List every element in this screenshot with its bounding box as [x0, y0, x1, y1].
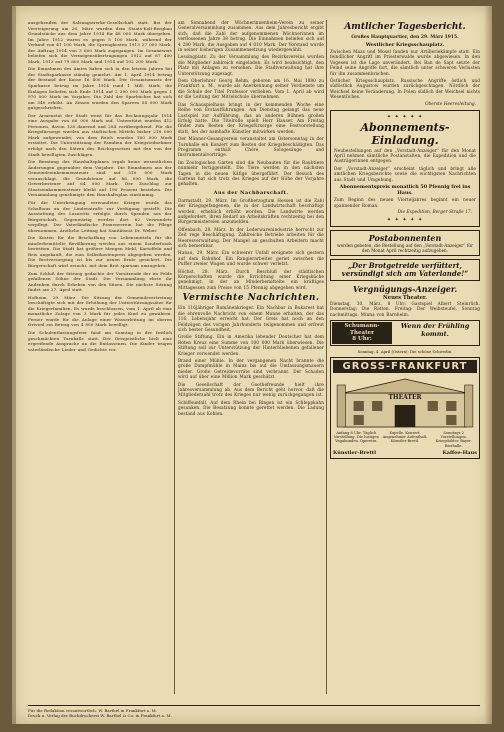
mid-paragraph: Höchst, 28. März. Durch Beschluß der städtischen Körperschaften wurde die Errichtung einer Kriegsküche genehmigt, in der an Minderbemittelte ein kräftiges Mittagessen zum Preise von 15 Pfennig abgegeben wird.: [178, 268, 324, 290]
report-signature: Oberste Heeresleitung.: [424, 101, 476, 107]
subscription-title: Abonnements-Einladung.: [360, 120, 450, 147]
right-column: [330, 20, 480, 696]
mid-paragraph: Dem Oberlehrer Georg Rehm, geboren am 16. Mai 1880 zu Frankfurt a. M., wurde als Anerkennung seiner Verdienste um die Schule der Titel Professor verliehen. Vom 1. April ab wird er die Leitung der Mittelschule übernehmen.: [178, 78, 324, 100]
left-paragraph: Für die Unterbringung verwundeter Krieger wurde das Schulhaus an der Lindenstraße zur Verfügung gestellt. Die Ausstattung des Lazaretts erfolgte durch Spenden aus der Bürgerschaft. Gegenwärtig werden dort 62 Verwundete verpflegt. Der Vaterländische Frauenverein hat die Pflege übernommen. Ärztliche Leitung hat Sanitätsrat Dr. Weber.: [28, 199, 172, 233]
building-illustration: [333, 375, 477, 429]
mid-paragraph: Im Zoologischen Garten sind die Neubauten für die Raubtiere nunmehr fertiggestellt. Die Tiere werden in den nächsten Tagen in die neuen Käfige übergeführt. Der Besuch des Gartens hat sich trotz des Krieges auf der Höhe der Vorjahre gehalten.: [178, 159, 324, 187]
schumann-title: Wenn der Frühling kommt.: [400, 322, 470, 338]
mid-paragraph: Das Schauspielhaus bringt in der kommenden Woche eine Reihe von Erstaufführungen. Am Dienstag gelangt das neue Lustspiel zur Aufführung, das an anderen Bühnen großen Erfolg hatte. Die Titelrolle spielt Herr Hauser. Am Freitag findet zum Besten der Kriegsfürsorge eine Festvorstellung statt, bei der namhafte Künstler mitwirken werden.: [178, 101, 324, 134]
theater-text: Dienstag, 30. März, 8 Uhr: Gastspiel Albert Steinrück. Donnerstag: Die Ratten. Freitag: Der Weibsteufel. Sonntag nachmittags: Minna von Barnhelm.: [330, 300, 480, 317]
ornament-divider: ✦ ✦ ✦ ✦ ✦: [386, 216, 424, 223]
daily-report-dateline: Großes Hauptquartier, den 29. März 1915.: [351, 35, 459, 40]
left-paragraph: Die Beratung des Haushaltsplanes ergab keine wesentlichen Änderungen gegenüber dem Vorjahre. Die Einnahmen aus der Gemeindeeinkommensteuer sind auf 510 000 Mark veranschlagt, die Grundsteuer auf 86 000 Mark, die Gewerbesteuer auf 64 000 Mark. Der Zuschlag zur Staatseinkommensteuer bleibt auf 190 Prozent bestehen. Die Versammlung genehmigte den Haushaltsplan einstimmig.: [28, 159, 172, 198]
theater-name: Neues Theater.: [383, 294, 427, 301]
column-rule: [174, 20, 175, 694]
expedition-address: Die Expedition, Berger-Straße 17.: [397, 209, 472, 215]
subscription-price: Abonnementspreis monatlich 50 Pfennig frei ins Haus.: [339, 184, 471, 197]
gf-detail: Sonntags 2 Vorstellungen. Kriegsbilder. Bayer. Bierhalle.: [435, 430, 472, 448]
footer-line: Für die Redaktion verantwortlich: W. Barthel in Frankfurt a. M.: [28, 708, 157, 713]
subscription-line: Neubestellungen auf den „Vorstadt-Anzeiger“ für den Monat April nehmen sämtliche Postanstalten, die Expedition und die Austrägerinnen entgegen.: [334, 147, 476, 164]
left-paragraph: Zum Schluß der Sitzung gedachte der Vorsitzende der im Felde gefallenen Söhne der Stadt. Die Versammlung ehrte ihr Andenken durch Erheben von den Sitzen. Die nächste Sitzung findet am 27. April statt.: [28, 270, 172, 293]
section-heading-misc-news: Vermischte Nachrichten.: [182, 293, 320, 304]
schumann-time: 8 Uhr:: [352, 336, 372, 343]
subscription-line: Der „Vorstadt-Anzeiger“ erscheint täglich und bringt alle amtlichen Kriegsberichte sowie die wichtigsten Nachrichten aus Stadt und Umgebung.: [334, 165, 476, 182]
mid-paragraph: Hanau, 29. März. Ein schwerer Unfall ereignete sich gestern auf dem Bahnhof. Ein Rangierarbeiter geriet zwischen die Puffer zweier Wagen und wurde schwer verletzt.: [178, 250, 324, 267]
mid-paragraph: Darmstadt, 29. März. Im Großherzogtum Hessen ist die Zahl der Kriegsgefangenen, die in der Landwirtschaft beschäftigt werden, erheblich erhöht worden. Die Landwirte werden aufgefordert, ihren Bedarf an Arbeitskräften rechtzeitig bei den Bürgermeistereien anzumelden.: [178, 197, 324, 225]
report-paragraph: Östlicher Kriegsschauplatz. Russische Angriffe östlich und südöstlich Augustow wurden zurückgeschlagen. Nördlich der Weichsel keine Veränderung. In Polen südlich der Weichsel nichts Wesentliches.: [330, 78, 480, 100]
schumann-name: Schumann-Theater: [344, 323, 380, 336]
left-paragraph: Die Einnahmen des Amtes haben sich in den letzten Jahren bei der Stadtsparkasse ständig gemehrt. Am 1. April 1914 betrug der Bestand der Kasse 16 400 Mark. Der Gesamtumsatz der Sparkasse betrug im Jahre 1914 rund 1 Mill. Mark, die Einlagen beliefen sich Ende 1914 auf 2 390 000 Mark gegen 1 970 000 Mark im Vorjahre. Die Zahl der Sparbücher hat sich um 540 erhöht. An Zinsen wurden den Sparern 54 000 Mark gutgeschrieben.: [28, 66, 172, 111]
left-paragraph: Die Kosten für die Beschaffung von Lebensmitteln für die minderbemittelte Bevölkerung werden aus einem Sonderfonds bestritten. Die Stadt hat größere Mengen Mehl, Kartoffeln und Reis angekauft, die zum Selbstkostenpreis abgegeben werden. Die Brotversorgung ist bis zur neuen Ernte gesichert. Die Bürgerschaft wird ersucht, mit dem Brot sparsam umzugehen.: [28, 235, 172, 268]
page-edge-shadow: [484, 6, 492, 724]
middle-column: [178, 20, 324, 696]
gross-frankfurt-foot: [333, 450, 477, 456]
mid-paragraph: Große Stiftung. Ein in Amerika lebender Deutscher hat dem Roten Kreuz eine Summe von 100 000 Mark überwiesen. Die Stiftung soll zur Unterstützung der Hinterbliebenen gefallener Krieger verwendet werden.: [178, 334, 324, 356]
report-paragraph: Zwischen Maas und Mosel fanden nur Artilleriekämpfe statt. Ein feindlicher Angriff im Priesterwalde wurde abgewiesen. In den Vogesen ist die Lage unverändert. Bei Ban de Sapt setzte der Feind seine Angriffe fort, die sämtlich unter schweren Verlusten für ihn zusammenbrachen.: [330, 49, 480, 76]
mid-paragraph: Offenbach, 28. März. In der Lederwarenindustrie herrscht zur Zeit rege Beschäftigung. Zahlreiche Betriebe arbeiten für die Heeresverwaltung. Der Mangel an geschulten Arbeitern macht sich bemerkbar.: [178, 226, 324, 249]
mid-paragraph: Brand einer Mühle. In der vergangenen Nacht brannte die große Dampfmühle in Mainz bis auf die Umfassungsmauern nieder. Große Getreidevorräte sind verbrannt. Der Schaden wird auf über eine Million Mark geschätzt.: [178, 357, 324, 380]
left-paragraph: Die Schulentlassungsfeier fand am Sonntag in der festlich geschmückten Turnhalle statt. Der Ortsgeistliche hielt eine ergreifende Ansprache an die Entlassenen. Die Kinder trugen vaterländische Lieder und Gedichte vor.: [28, 329, 172, 352]
section-heading-neighborhood: Aus der Nachbarschaft.: [213, 189, 289, 196]
schumann-left-block: [332, 322, 392, 344]
post-notice-text: werden gebeten, die Bestellung auf den „Vorstadt-Anzeiger“ für den Monat April rechtzeitig aufzugeben.: [337, 242, 473, 253]
gf-foot-right: Kaffee-Haus: [442, 450, 477, 457]
subscription-line: Zum Beginn des neuen Vierteljahres beginnt ein neuer spannender Roman.: [334, 197, 476, 208]
building-svg: [333, 375, 477, 429]
schumann-theater-ad: [330, 320, 480, 346]
gross-frankfurt-ad: [330, 357, 480, 460]
footer-line: Druck u. Verlag der Buchdruckerei W. Barthel & Co. in Frankfurt a. M.: [28, 713, 172, 718]
mid-paragraph: Die Gesellschaft der Goethefreunde hielt ihre Jahresversammlung ab. Aus dem Bericht geht hervor, daß die Mitgliederzahl trotz des Krieges nur wenig zurückgegangen ist.: [178, 381, 324, 398]
amusements-title: Vergnügungs-Anzeiger.: [352, 283, 458, 294]
binding-shadow: [12, 6, 16, 724]
daily-report-sub: Westlicher Kriegsschauplatz.: [365, 42, 445, 48]
ornament-divider: ✦ ✦ ✦ ✦ ✦: [386, 113, 424, 120]
post-subscribers-notice: [330, 230, 480, 256]
gross-frankfurt-details: [333, 431, 477, 449]
page-footer: [28, 705, 480, 718]
left-paragraph: Hofheim, 29. März. Die Sitzung der Gemeindevertretung beschäftigte sich mit der Erhöhung der Unterstützungssätze für die Kriegerfamilien. Es wurde beschlossen, vom 1. April ab eine monatliche Zulage von 3 Mark für jedes Kind zu gewähren. Ferner wurde für die Anlage einer Wasserleitung im oberen Ortsteil ein Betrag von 4 800 Mark bewilligt.: [28, 294, 172, 328]
column-rule: [326, 20, 327, 694]
gf-foot-left: Künstler-Brettl: [333, 450, 376, 457]
gf-detail: Anfang 8 Uhr. Täglich Vorstellung. Die lustigen Vagabunden. Operette.: [333, 430, 379, 444]
newspaper-page: [12, 6, 492, 724]
daily-report-title: Amtlicher Tagesbericht.: [344, 22, 466, 32]
bread-slogan: „Der Brotgetreide verfüttert, versündigt sich am Vaterlande!“: [330, 259, 480, 281]
mid-paragraph: Lessingplatz. Zu der Versammlung des Bezirksvereins wurden die Mitglieder zahlreich eingeladen. Es wird beabsichtigt, den Platz mit Anlagen zu versehen. Die Stadtverwaltung hat ihre Unterstützung zugesagt.: [178, 54, 324, 76]
building-sign: THEATER: [388, 393, 422, 401]
mid-paragraph: Schiffsunfall. Auf dem Rhein bei Bingen ist ein Schleppkahn gesunken. Die Besatzung konnte gerettet werden. Die Ladung bestand aus Kohlen.: [178, 399, 324, 416]
mid-paragraph: Der Männer-Gesangverein veranstaltet am Ostersonntag in der Turnhalle ein Konzert zum Besten der Kriegsbeschädigten. Das Programm enthält Chöre, Sologesänge und Instrumentalvorträge.: [178, 136, 324, 158]
left-paragraph: Der Armenetat der Stadt weist für das Rechnungsjahr 1914 eine Ausgabe von 66 000 Mark auf. Unterstützt wurden 412 Personen, davon 128 dauernd und 284 vorübergehend. Für die Kriegsfürsorge wurden aus städtischen Mitteln bisher 218 000 Mark aufgewendet; von dem Reich wurden 160 000 Mark erstattet. Die Unterstützung der Familien der Kriegsteilnehmer erfolgt nach den Sätzen des Reichsgesetzes mit den von der Stadt bewilligten Zuschlägen.: [28, 112, 172, 157]
gf-detail: Kapelle. Konzert. Angenehmer Aufenthalt. Künstler-Brettl.: [382, 430, 428, 444]
left-paragraph: ausgehenden der Salzungswerke-Gesellschaft statt. Bei der Versteigerung am 26. März wurden dem Staats-Kali-Bergbau Grundstücke aus dem Jahre 1914 für 48 000 Mark übergeben. Im Jahre 1912 waren es gegen 5 100 Mark, während der Verkauf von 41 100 Mark, die Sprengkosten 1913 27 000 Mark, der Auftrag 1914 von 3 600 Mark zugegangen. Im Gesamtwert beliefen sich die Vermögensübertragungen 1912 auf 87 400 Mark, 1913 auf 79 800 Mark und 1914 auf 102 200 Mark.: [28, 20, 172, 64]
gross-frankfurt-title: GROSS-FRANKFURT: [333, 360, 477, 373]
post-notice-title: Postabonnenten: [368, 232, 442, 243]
mid-paragraph: Ein 116jähriger Rumänenkrieger. Ein Nachbar in Bukarest hat die ehrenvolle Nachricht von einem Manne erhalten, der das 116. Lebensjahr erreicht hat. Der Greis hat noch an den Feldzügen des vorigen Jahrhunderts teilgenommen und erfreut sich bester Gesundheit.: [178, 305, 324, 332]
subscription-box: [330, 110, 480, 227]
mid-paragraph: am Sonnabend der Wöchnerinnenheim-Verein zu seiner Generalversammlung zusammen. Aus dem Jahresbericht ergibt sich, daß die Zahl der aufgenommenen Wöchnerinnen im verflossenen Jahre 38 betrug. Die Einnahmen beliefen sich auf 4 280 Mark, die Ausgaben auf 4 010 Mark. Der Vorstand wurde in seiner bisherigen Zusammensetzung wiedergewählt.: [178, 20, 324, 53]
left-column: [28, 20, 172, 696]
schumann-foot: Sonntag, 4. April (Ostern): Die schöne Schwedin.: [357, 348, 453, 354]
